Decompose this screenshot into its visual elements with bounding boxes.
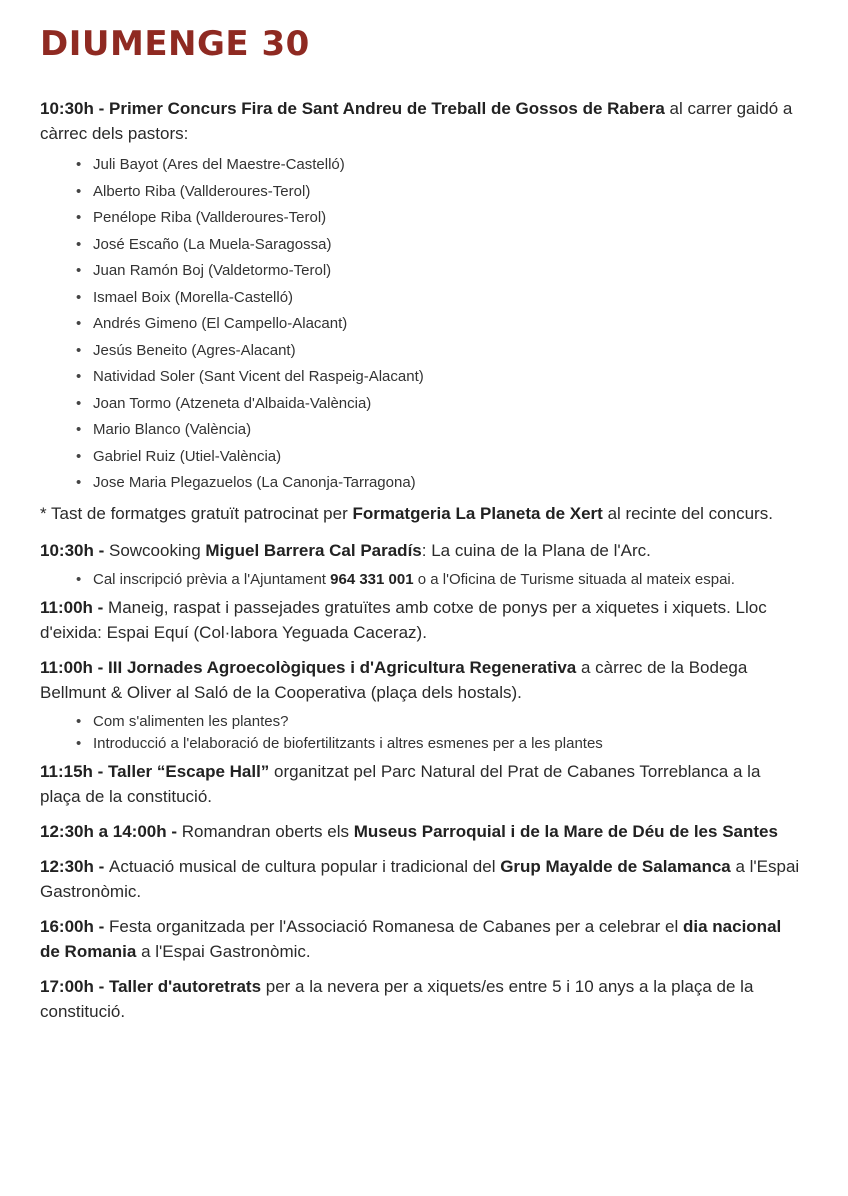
shepherds-list (76, 152, 800, 497)
event-description: Festa organitzada per l'Associació Romanesa de Cabanes per a celebrar el (108, 916, 683, 936)
list-item: • Jose Maria Plegazuelos (La Canonja-Tarragona) (76, 470, 800, 497)
event-ponys (40, 595, 800, 645)
event-title: Museus Parroquial i de la Mare de Déu de les Santes (353, 821, 778, 841)
page-title: DIUMENGE 30 (40, 24, 310, 64)
list-item: • Natividad Soler (Sant Vicent del Raspeig-Alacant) (76, 364, 800, 391)
event-time: 10:30h - (40, 540, 109, 560)
event-time: 10:30h - (40, 99, 109, 118)
event-time: 11:00h - (40, 657, 109, 677)
event-time: 12:30h a 14:00h - (40, 821, 182, 841)
event-title: Primer Concurs Fira de Sant Andreu de Treball de Gossos de Rabera (108, 99, 665, 118)
event-gossos-rabera (40, 96, 800, 146)
registration-text-end: o a l'Oficina de Turisme situada al mateix espai. (413, 570, 735, 588)
list-item (76, 569, 800, 591)
event-description: al carrer gaidó a càrrec dels pastors: (40, 99, 793, 143)
phone-number: 964 331 001 (330, 570, 414, 588)
list-item: • Penélope Riba (Vallderoures-Terol) (76, 205, 800, 232)
list-item: • José Escaño (La Muela-Saragossa) (76, 232, 800, 259)
event-description: per a la nevera per a xiquets/es entre 5 i 10 anys a la plaça de la constitució. (40, 976, 754, 1021)
event-description: Romandran oberts els (181, 821, 354, 841)
list-item: • Alberto Riba (Vallderoures-Terol) (76, 179, 800, 206)
note-text: * Tast de formatges gratuït patrocinat per (40, 503, 353, 523)
event-jornades-agroecologiques (40, 655, 800, 705)
event-museus (40, 819, 800, 844)
event-time: 17:00h - (40, 976, 109, 996)
event-time: 11:15h - (40, 761, 109, 781)
event-title: dia nacional de Romania (40, 916, 782, 961)
sponsor-name: Formatgeria La Planeta de Xert (352, 503, 603, 523)
note-text-end: al recinte del concurs. (602, 503, 773, 523)
event-description: Sowcooking (108, 540, 206, 560)
event-title: Taller “Escape Hall” (108, 761, 270, 781)
list-item: • Andrés Gimeno (El Campello-Alacant) (76, 311, 800, 338)
list-item: • Jesús Beneito (Agres-Alacant) (76, 338, 800, 365)
event-title: Miguel Barrera Cal Paradís (205, 540, 422, 560)
event-time: 12:30h - (40, 856, 109, 876)
registration-text: Cal inscripció prèvia a l'Ajuntament (93, 570, 331, 588)
event-autoretrats (40, 974, 800, 1024)
event-description: a càrrec de la Bodega Bellmunt & Oliver al Saló de la Cooperativa (plaça dels hostals). (40, 657, 748, 702)
list-item: • Introducció a l'elaboració de biofertilitzants i altres esmenes per a les plantes (76, 733, 800, 755)
event-escape-hall (40, 759, 800, 809)
event-mayalde (40, 854, 800, 904)
list-item: • Ismael Boix (Morella-Castelló) (76, 285, 800, 312)
list-item: • Mario Blanco (València) (76, 417, 800, 444)
event-description-end: a l'Espai Gastronòmic. (40, 856, 800, 901)
cheese-tasting-note (40, 501, 800, 526)
list-item: • Gabriel Ruiz (Utiel-València) (76, 444, 800, 471)
event-description: organitzat pel Parc Natural del Prat de Cabanes Torreblanca a la plaça de la constitució. (40, 761, 761, 806)
event-description-end: : La cuina de la Plana de l'Arc. (421, 540, 651, 560)
list-item: • Juli Bayot (Ares del Maestre-Castelló) (76, 152, 800, 179)
event-description: Maneig, raspat i passejades gratuïtes amb cotxe de ponys per a xiquetes i xiquets. Lloc d'eixida: Espai Equí (Col·labora Yeguada Caceraz). (40, 597, 767, 642)
sowcooking-details (76, 569, 800, 591)
event-title: III Jornades Agroecològiques i d'Agricultura Regenerativa (108, 657, 577, 677)
event-title: Taller d'autoretrats (108, 976, 262, 996)
event-description-end: a l'Espai Gastronòmic. (136, 941, 311, 961)
event-description: Actuació musical de cultura popular i tradicional del (108, 856, 501, 876)
program-content (40, 96, 800, 1034)
event-romania (40, 914, 800, 964)
event-sowcooking (40, 538, 800, 563)
jornades-topics (76, 711, 800, 755)
event-time: 16:00h - (40, 916, 109, 936)
event-title: Grup Mayalde de Salamanca (500, 856, 731, 876)
event-time: 11:00h - (40, 597, 109, 617)
list-item: • Joan Tormo (Atzeneta d'Albaida-València) (76, 391, 800, 418)
list-item: • Com s'alimenten les plantes? (76, 711, 800, 733)
list-item: • Juan Ramón Boj (Valdetormo-Terol) (76, 258, 800, 285)
